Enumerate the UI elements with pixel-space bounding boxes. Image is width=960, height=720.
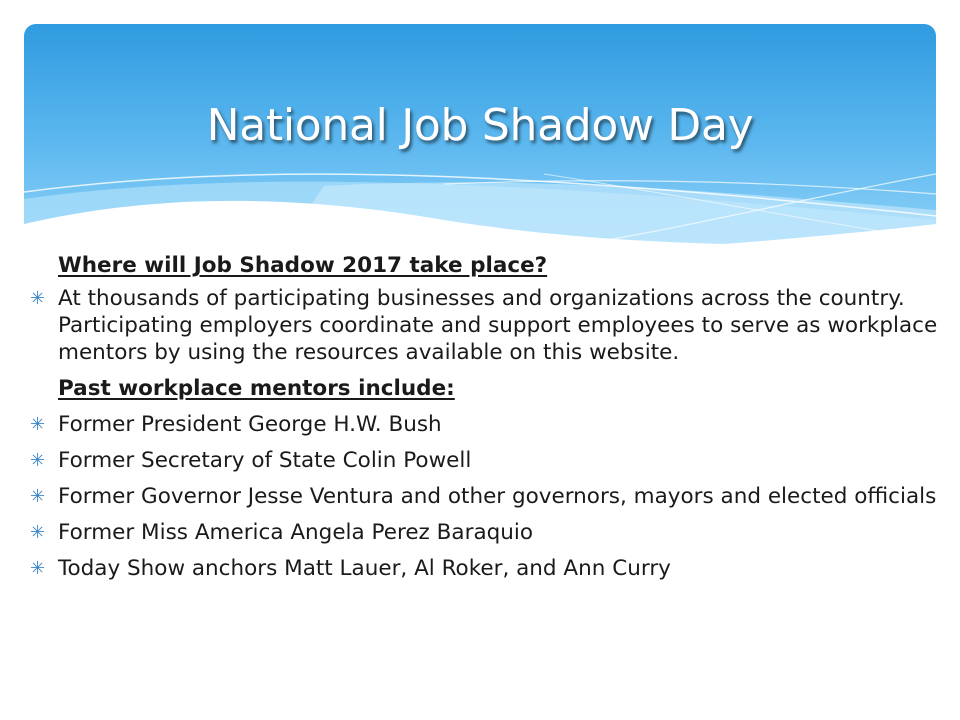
heading-text: Where will Job Shadow 2017 take place? <box>58 253 548 278</box>
asterisk-bullet-icon: ✳ <box>30 450 46 471</box>
bullet-item <box>30 555 946 582</box>
bullet-text: Former Secretary of State Colin Powell <box>58 448 472 473</box>
asterisk-bullet-icon: ✳ <box>30 288 46 309</box>
asterisk-bullet-icon: ✳ <box>30 558 46 579</box>
section-heading-mentors <box>30 375 946 402</box>
slide-title: National Job Shadow Day <box>206 100 754 151</box>
bullet-item <box>30 411 946 438</box>
bullet-item <box>30 519 946 546</box>
asterisk-bullet-icon: ✳ <box>30 414 46 435</box>
bullet-item <box>30 447 946 474</box>
title-banner <box>24 24 936 244</box>
bullet-text: At thousands of participating businesses and organizations across the country. Participating employers coordinate and support employees to serve as workplace mentors by using the resources available on this website. <box>58 286 938 365</box>
bullet-item <box>30 483 946 510</box>
asterisk-bullet-icon: ✳ <box>30 486 46 507</box>
slide-body <box>30 252 946 582</box>
bullet-text: Former President George H.W. Bush <box>58 412 442 437</box>
asterisk-bullet-icon: ✳ <box>30 522 46 543</box>
section-heading-location <box>30 252 946 279</box>
bullet-text: Today Show anchors Matt Lauer, Al Roker, and Ann Curry <box>58 556 671 581</box>
bullet-text: Former Governor Jesse Ventura and other governors, mayors and elected officials <box>58 484 937 509</box>
bullet-text: Former Miss America Angela Perez Baraquio <box>58 520 534 545</box>
bullet-item <box>30 285 946 366</box>
heading-text: Past workplace mentors include: <box>58 376 455 401</box>
